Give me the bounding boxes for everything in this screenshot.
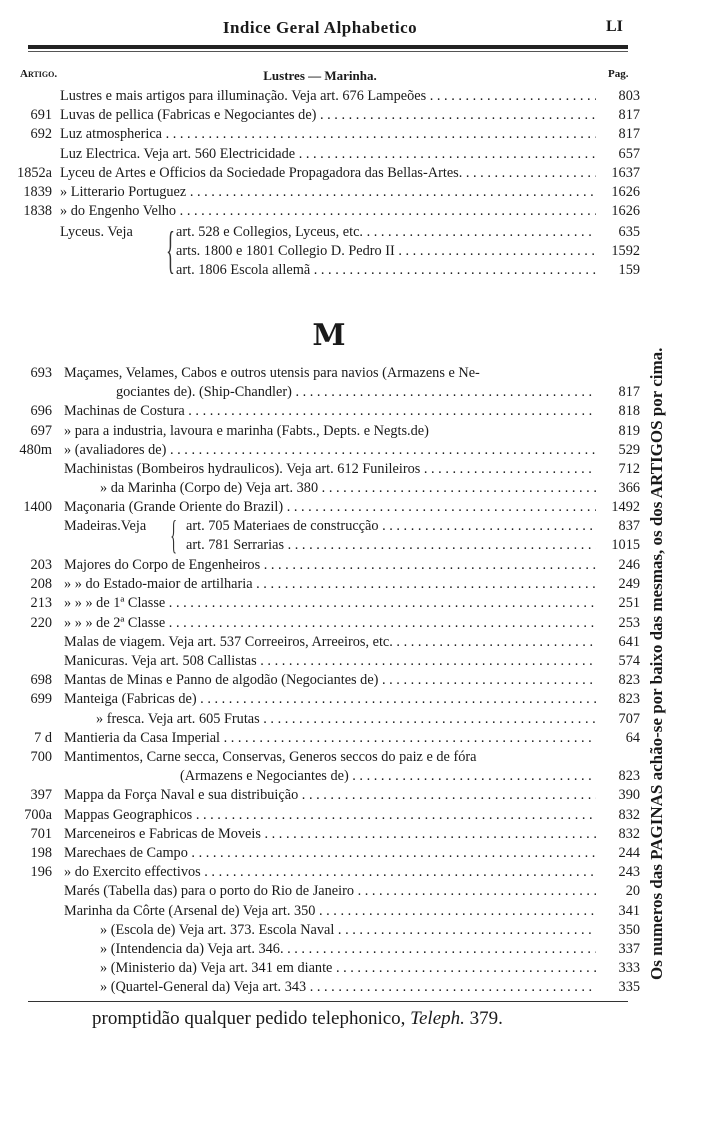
article-number: 697 [30,422,52,439]
section-letter-m: M [312,318,348,353]
entry-text: Malas de viagem. Veja art. 537 Correeiros, Arreeiros, etc. . . . [64,633,596,652]
index-entry [0,863,640,882]
entry-text: Manteiga (Fabricas de) . . . [64,690,596,709]
entry-text: art. 528 e Collegios, Lyceus, etc. . . . [176,223,596,242]
index-entry [0,402,640,421]
index-entry [0,825,640,844]
page-number: 818 [618,403,640,420]
index-entry [0,690,640,709]
index-entry [0,383,640,402]
page-number: 712 [618,461,640,477]
index-entry [0,844,640,863]
footer-text: promptidão qualquer pedido telephonico, [92,1008,406,1029]
article-number: 692 [30,126,52,143]
index-entry [0,748,640,767]
page-number: 823 [618,768,640,785]
entry-text: Lyceu de Artes e Officios da Sociedade Propagadora das Bellas-Artes. . . . [60,164,596,183]
page-number: 64 [625,729,640,746]
header-title: Indice Geral Alphabetico [222,18,418,37]
index-entry [0,223,640,242]
article-number: 700 [30,749,52,765]
entry-text: art. 705 Materiaes de construcção . . . [186,517,596,536]
index-entry [0,786,640,805]
entry-text: Marceneiros e Fabricas de Moveis . . . [64,825,596,844]
index-entry [0,364,640,383]
page-number: 249 [618,576,640,593]
page-number: 335 [618,979,640,996]
index-entry [0,145,640,164]
index-entry [0,125,640,144]
index-entry [0,959,640,978]
page-number: 243 [618,864,640,881]
article-number: 213 [30,595,52,612]
index-entry [0,242,640,261]
page-number: 817 [618,107,640,124]
page-number: 817 [618,126,640,143]
madeiras-label: Madeiras.Veja [64,518,147,534]
entry-text: (Armazens e Negociantes de) . . . [180,767,596,786]
article-number: 693 [30,365,52,381]
entry-text: gociantes de). (Ship-Chandler) . . . [116,383,596,402]
page-number: 20 [625,883,640,900]
entry-text: » (Ministerio da) Veja art. 341 em diante . . . [100,959,596,978]
article-number: 203 [30,557,52,573]
page-number: 333 [618,960,640,977]
entry-text: arts. 1800 e 1801 Collegio D. Pedro II . . . [176,242,596,261]
entry-text: art. 1806 Escola allemã . . . [176,261,596,280]
article-number: 196 [30,864,52,881]
page-number: 819 [618,422,640,439]
page-number: 641 [618,633,640,650]
article-number: 1838 [23,203,52,220]
index-entry [0,498,640,517]
page-number: 657 [618,145,640,162]
article-number: 208 [30,576,52,593]
entry-text: » » do Estado-maior de artilharia . . . [64,575,596,594]
page-number: 823 [618,672,640,689]
madeiras-brace: { [170,512,177,557]
article-number: 696 [30,403,52,420]
index-entry [0,479,640,498]
entry-text: Mantieria da Casa Imperial . . . [64,729,596,748]
entry-text: Luvas de pellica (Fabricas e Negociantes de) . . . [60,106,596,125]
page-number: 1492 [611,499,640,516]
entry-text: Majores do Corpo de Engenheiros . . . [64,556,596,575]
header-rule [28,45,628,49]
page-number: 159 [618,262,640,279]
entry-text: Mappas Geographicos . . . [64,806,596,825]
column-header-section: Lustres — Marinha. [263,68,377,83]
page-number: 1626 [611,203,640,220]
index-entry [0,633,640,652]
entry-text: Maçames, Velames, Cabos e outros utensis para navios (Armazens e Ne- [64,365,480,381]
index-entry [0,164,640,183]
entry-text: » » » de 2ª Classe . . . [64,614,596,633]
index-entry [0,882,640,901]
article-number: 1400 [23,499,52,516]
lyceus-brace: { [166,222,175,279]
page-number: 837 [618,518,640,534]
page-number: 832 [618,825,640,842]
article-number: 7 d [34,729,52,746]
page-number: 635 [618,224,640,240]
article-number: 1852a [17,164,52,181]
entry-text: Machinistas (Bombeiros hydraulicos). Veja art. 612 Funileiros . . . [64,460,596,479]
entry-text: » (Escola de) Veja art. 373. Escola Naval . . . [100,921,596,940]
sidebar-note: Os numeros das PAGINAS achão-se por baixo das mesmas, os dos ARTIGOS por cima. [647,347,666,980]
index-entry [0,671,640,690]
index-entry [0,261,640,280]
entry-text: » » » de 1ª Classe . . . [64,594,596,613]
index-entry [0,556,640,575]
entry-text: Manicuras. Veja art. 508 Callistas . . . [64,652,596,671]
entry-text: Lustres e mais artigos para illuminação. Veja art. 676 Lampeões . . . [60,87,596,106]
index-entry [0,978,640,997]
article-number: 691 [30,107,52,124]
entry-text: Mappa da Força Naval e sua distribuição . . . [64,786,596,805]
page-number: 529 [618,441,640,458]
page-number: 817 [618,384,640,401]
entry-text: art. 781 Serrarias . . . [186,536,596,555]
page-number: 366 [618,480,640,497]
page-number: 251 [618,595,640,612]
index-entry [0,422,640,441]
page-number: 1592 [611,243,640,260]
index-entry [0,594,640,613]
index-entry [0,536,640,555]
entry-text: Mantas de Minas e Panno de algodão (Negociantes de) . . . [64,671,596,690]
header-page-number: LI [606,18,623,35]
index-entry [0,652,640,671]
page-number: 803 [618,88,640,104]
index-entry [0,460,640,479]
page-number: 1626 [611,184,640,200]
entry-text: » (avaliadores de) . . . [64,441,596,460]
entry-text: Maçonaria (Grande Oriente do Brazil) . . . [64,498,596,517]
entry-text: » (Intendencia da) Veja art. 346. . . . [100,940,596,959]
article-number: 198 [30,845,52,861]
article-number: 699 [30,691,52,708]
page-number: 390 [618,787,640,804]
index-entry [0,902,640,921]
index-entry [0,940,640,959]
index-entry [0,806,640,825]
entry-text: Marés (Tabella das) para o porto do Rio de Janeiro . . . [64,882,596,901]
index-entry [0,729,640,748]
index-entry [0,614,640,633]
index-entry [0,921,640,940]
article-number: 701 [30,825,52,842]
page-number: 253 [618,614,640,631]
page-number: 823 [618,691,640,708]
entry-text: Mantimentos, Carne secca, Conservas, Generos seccos do paiz e de fóra [64,749,477,765]
entry-text: » da Marinha (Corpo de) Veja art. 380 . . . [100,479,596,498]
header-rule-thin [28,51,628,52]
article-number: 220 [30,614,52,631]
page-number: 341 [618,902,640,919]
index-entry [0,202,640,221]
footer-phone-number: 379. [469,1008,503,1029]
index-entry [0,441,640,460]
column-header-artigo: Artigo. [20,68,58,80]
page-number: 244 [618,845,640,861]
entry-text: » do Exercito effectivos . . . [64,863,596,882]
entry-text: » para a industria, lavoura e marinha (Fabts., Depts. e Negts.de) [64,422,429,439]
page-number: 337 [618,941,640,957]
page-number: 707 [618,710,640,727]
index-entry [0,575,640,594]
page-number: 246 [618,557,640,573]
entry-text: Machinas de Costura . . . [64,402,596,421]
article-number: 480m [19,441,52,458]
article-number: 397 [30,787,52,804]
index-entry [0,87,640,106]
entry-text: » fresca. Veja art. 605 Frutas . . . [96,710,596,729]
entry-text: Marinha da Côrte (Arsenal de) Veja art. 350 . . . [64,902,596,921]
entry-text: » (Quartel-General da) Veja art. 343 . . . [100,978,596,997]
entry-text: » do Engenho Velho . . . [60,202,596,221]
bottom-rule [28,1001,628,1002]
page-number: 1637 [611,164,640,181]
lyceus-label: Lyceus. Veja [60,224,133,240]
footer-teleph: Teleph. [410,1008,465,1029]
article-number: 1839 [23,184,52,200]
page-number: 350 [618,921,640,938]
page-number: 832 [618,806,640,823]
entry-text: Marechaes de Campo . . . [64,844,596,863]
entry-text: » Litterario Portuguez . . . [60,183,596,202]
index-entry [0,183,640,202]
page-number: 1015 [611,537,640,554]
article-number: 700a [24,806,52,823]
page-number: 574 [618,653,640,669]
index-entry [0,710,640,729]
index-entry [0,106,640,125]
entry-text: Luz atmospherica . . . [60,125,596,144]
entry-text: Luz Electrica. Veja art. 560 Electricidade . . . [60,145,596,164]
index-entry [0,517,640,536]
footer [92,1008,503,1030]
index-entry [0,767,640,786]
article-number: 698 [30,672,52,689]
column-header-pag: Pag. [608,68,629,80]
